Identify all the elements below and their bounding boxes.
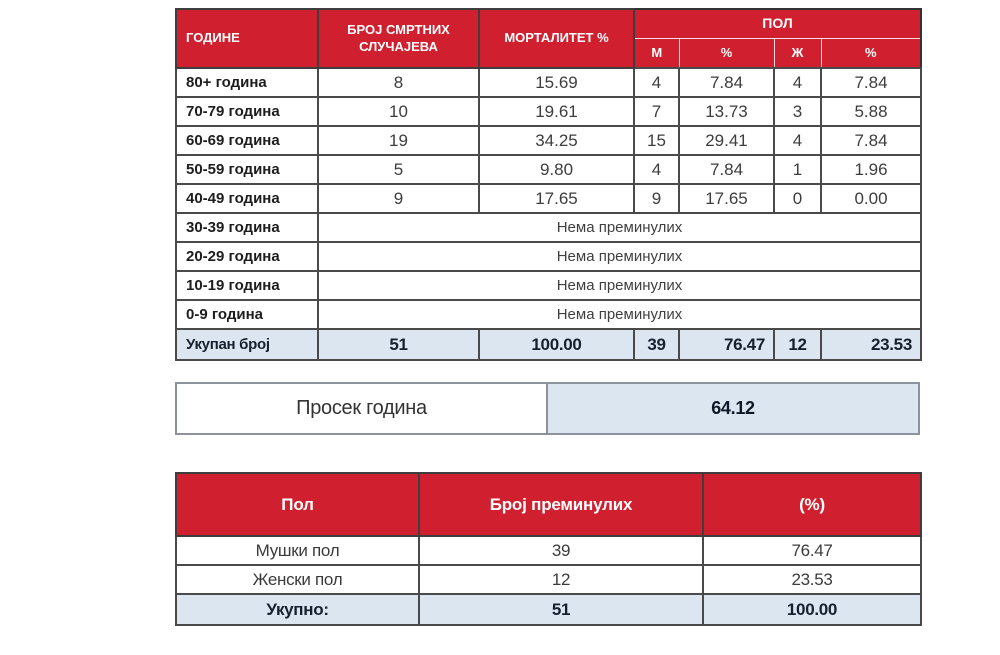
header-female-pct: % [821,39,921,69]
header-deaths: БРОЈ СМРТНИХ СЛУЧАЈЕВА [318,9,479,68]
female-pct-value: 0.00 [821,184,921,213]
gender-total-label: Укупно: [176,594,419,625]
male-pct-value: 13.73 [679,97,774,126]
female-value: 1 [774,155,821,184]
table-row [176,536,921,565]
gender-label: Мушки пол [176,536,419,565]
total-mortality: 100.00 [479,329,634,360]
female-value: 4 [774,68,821,97]
male-pct-value: 7.84 [679,155,774,184]
male-value: 7 [634,97,679,126]
gender-table [175,472,922,626]
total-male-pct: 76.47 [679,329,774,360]
no-deaths-note: Нема преминулих [318,213,921,242]
age-label: 40-49 година [176,184,318,213]
table-row [176,126,921,155]
total-female-pct: 23.53 [821,329,921,360]
deaths-value: 8 [318,68,479,97]
gender-header-gender: Пол [176,473,419,536]
gender-pct: 23.53 [703,565,921,594]
female-pct-value: 1.96 [821,155,921,184]
header-male: М [634,39,679,69]
female-value: 0 [774,184,821,213]
gender-label: Женски пол [176,565,419,594]
gender-table-section [175,472,922,626]
male-pct-value: 29.41 [679,126,774,155]
age-label: 20-29 година [176,242,318,271]
table-row [176,184,921,213]
no-deaths-note: Нема преминулих [318,242,921,271]
mortality-value: 15.69 [479,68,634,97]
deaths-value: 19 [318,126,479,155]
gender-count: 12 [419,565,703,594]
header-row-top [176,9,921,39]
gender-header-pct: (%) [703,473,921,536]
total-row [176,329,921,360]
gender-total-pct: 100.00 [703,594,921,625]
mortality-value: 19.61 [479,97,634,126]
male-pct-value: 7.84 [679,68,774,97]
total-row [176,594,921,625]
table-row [176,97,921,126]
age-mortality-table-section [175,8,922,361]
female-pct-value: 5.88 [821,97,921,126]
deaths-value: 9 [318,184,479,213]
age-label: 30-39 година [176,213,318,242]
table-row [176,68,921,97]
age-label: 70-79 година [176,97,318,126]
gender-count: 39 [419,536,703,565]
average-age-label: Просек година [177,384,548,433]
no-deaths-note: Нема преминулих [318,271,921,300]
deaths-value: 5 [318,155,479,184]
table-row-empty [176,242,921,271]
mortality-value: 17.65 [479,184,634,213]
total-label: Укупан број [176,329,318,360]
no-deaths-note: Нема преминулих [318,300,921,329]
total-female: 12 [774,329,821,360]
female-pct-value: 7.84 [821,126,921,155]
table-row-empty [176,300,921,329]
female-pct-value: 7.84 [821,68,921,97]
table-row-empty [176,213,921,242]
table-row [176,565,921,594]
gender-pct: 76.47 [703,536,921,565]
male-value: 4 [634,68,679,97]
table-row-empty [176,271,921,300]
header-gender-group: ПОЛ [634,9,921,39]
deaths-value: 10 [318,97,479,126]
male-value: 9 [634,184,679,213]
age-label: 60-69 година [176,126,318,155]
female-value: 3 [774,97,821,126]
male-value: 4 [634,155,679,184]
female-value: 4 [774,126,821,155]
male-pct-value: 17.65 [679,184,774,213]
age-label: 80+ година [176,68,318,97]
mortality-value: 9.80 [479,155,634,184]
total-deaths: 51 [318,329,479,360]
total-male: 39 [634,329,679,360]
age-label: 50-59 година [176,155,318,184]
gender-header-deaths: Број преминулих [419,473,703,536]
mortality-value: 34.25 [479,126,634,155]
gender-total-count: 51 [419,594,703,625]
age-label: 10-19 година [176,271,318,300]
average-age-value: 64.12 [548,384,918,433]
table-row [176,155,921,184]
header-female: Ж [774,39,821,69]
age-mortality-table [175,8,922,361]
gender-header-row [176,473,921,536]
age-label: 0-9 година [176,300,318,329]
header-age: ГОДИНЕ [176,9,318,68]
header-male-pct: % [679,39,774,69]
male-value: 15 [634,126,679,155]
header-mortality: МОРТАЛИТЕТ % [479,9,634,68]
average-age-box [175,382,920,435]
